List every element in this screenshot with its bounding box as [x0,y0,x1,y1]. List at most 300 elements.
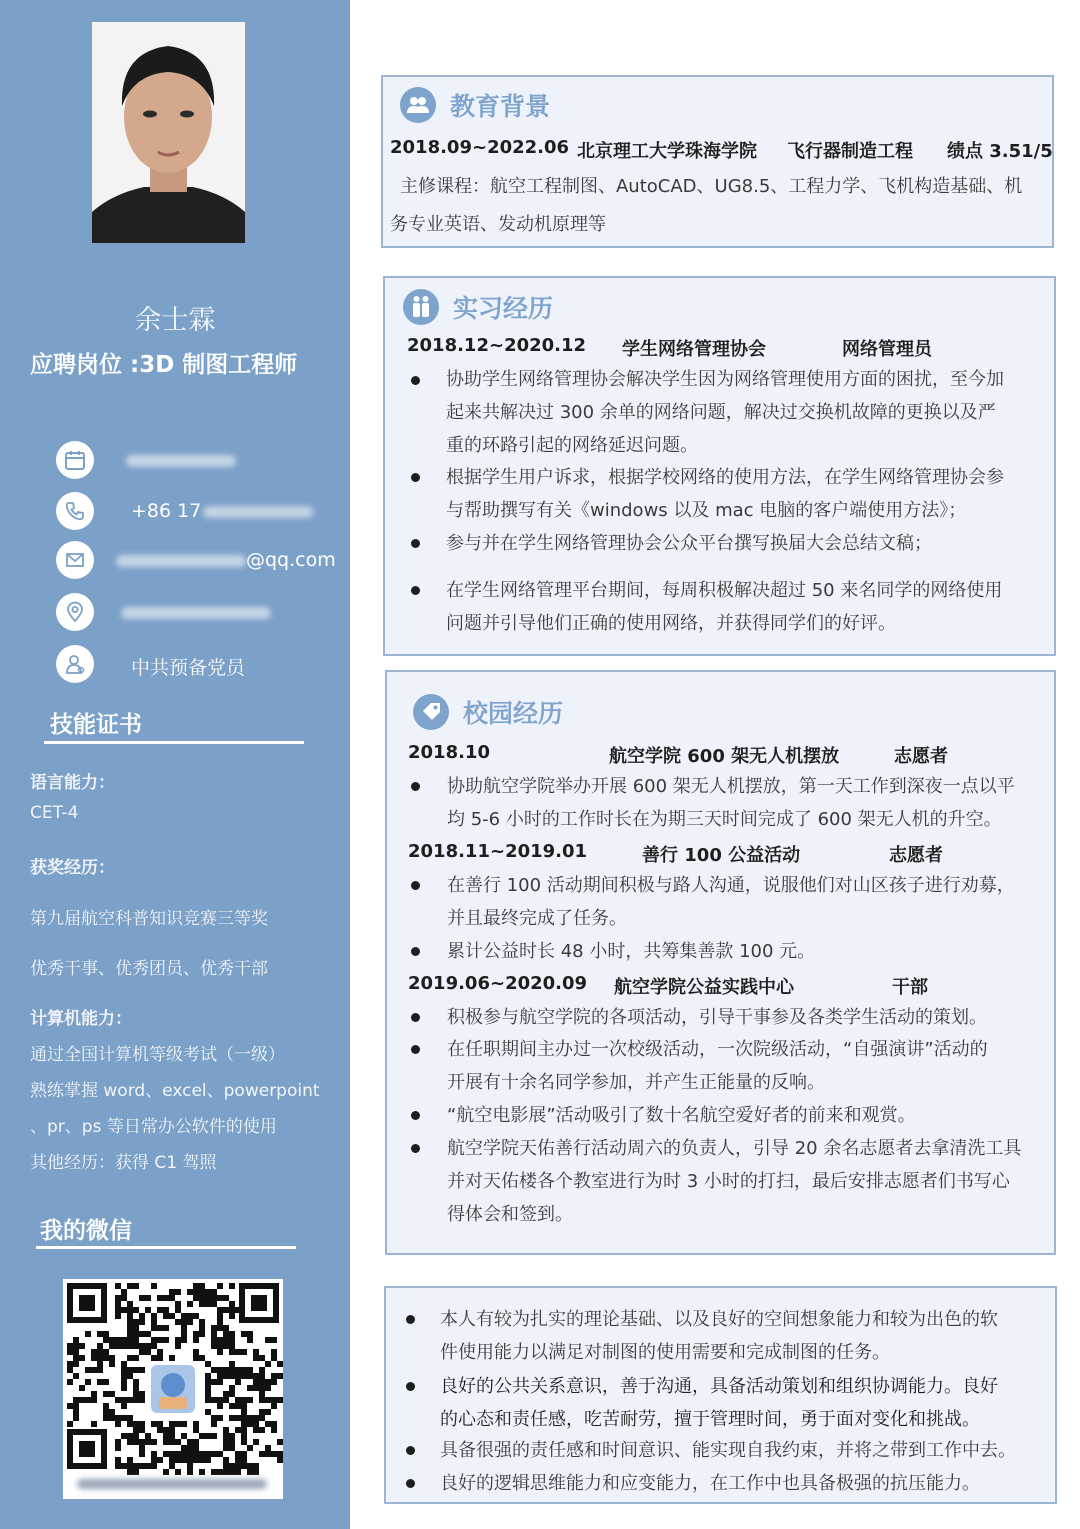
qr-module [127,1307,133,1313]
contact-phone [56,492,346,532]
qr-module [211,1325,217,1331]
qr-module [271,1451,277,1457]
qr-module [91,1397,97,1403]
education-period: 2018.09~2022.06 [390,137,570,158]
self-eval-text: 的心态和责任感，吃苦耐劳，擅于管理时间，勇于面对变化和挑战。 [440,1409,980,1430]
qr-module [139,1397,145,1403]
qr-module [133,1331,139,1337]
qr-module [163,1433,169,1439]
qr-module [175,1457,181,1463]
qr-module [175,1469,181,1475]
qr-module [205,1391,211,1397]
qr-module [205,1301,211,1307]
qr-module [127,1337,133,1343]
campus-bullet-text: 在任职期间主办过一次校级活动，一次院级活动，“自强演讲”活动的 [447,1039,988,1060]
qr-module [247,1463,253,1469]
qr-module [229,1463,235,1469]
qr-module [139,1313,145,1319]
computer-item: 、pr、ps 等日常办公软件的使用 [30,1117,277,1137]
profile-photo [92,22,245,243]
sidebar [0,0,350,1529]
campus-bullet-text: 开展有十余名同学参加，并产生正能量的反响。 [447,1072,825,1093]
campus-period: 2018.11~2019.01 [408,841,588,862]
qr-module [235,1403,241,1409]
qr-module [187,1469,193,1475]
email-suffix: @qq.com [246,549,336,571]
qr-module [121,1379,127,1385]
qr-module [217,1379,223,1385]
qr-module [133,1421,139,1427]
campus-org: 航空学院公益实践中心 [614,977,794,998]
internship-bullet-text: 起来共解决过 300 余单的网络问题，解决过交换机故障的更换以及严 [446,402,996,423]
qr-module [253,1373,259,1379]
qr-module [163,1337,169,1343]
qr-module [79,1343,85,1349]
qr-module [229,1469,235,1475]
qr-module [199,1469,205,1475]
qr-module [121,1397,127,1403]
computer-label: 计算机能力： [30,1009,132,1029]
qr-module [181,1325,187,1331]
wechat-divider [36,1246,296,1249]
qr-module [241,1463,247,1469]
qr-module [157,1421,163,1427]
qr-module [229,1331,235,1337]
qr-module [241,1349,247,1355]
qr-module [229,1385,235,1391]
qr-module [181,1319,187,1325]
qr-module [229,1313,235,1319]
qr-module [175,1307,181,1313]
qr-module [253,1439,259,1445]
qr-module [277,1451,283,1457]
qr-module [73,1349,79,1355]
qr-module [241,1439,247,1445]
qr-module [223,1427,229,1433]
qr-module [193,1427,199,1433]
qr-module [67,1403,73,1409]
other-experience: 其他经历：获得 C1 驾照 [30,1153,217,1173]
qr-module [205,1385,211,1391]
qr-module [127,1355,133,1361]
qr-module [139,1343,145,1349]
people-icon [403,289,439,325]
qr-module [217,1403,223,1409]
qr-module [151,1313,157,1319]
bullet [406,1479,415,1488]
qr-module [229,1307,235,1313]
qr-module [187,1289,193,1295]
qr-module [241,1409,247,1415]
qr-module [217,1397,223,1403]
qr-module [139,1439,145,1445]
qr-module [229,1283,235,1289]
qr-module [181,1421,187,1427]
qr-module [79,1355,85,1361]
qr-module [259,1409,265,1415]
qr-module [181,1433,187,1439]
campus-bullet-text: “航空电影展”活动吸引了数十名航空爱好者的前来和观赏。 [447,1105,916,1126]
qr-module [139,1367,145,1373]
qr-module [115,1283,121,1289]
qr-module [205,1289,211,1295]
qr-module [211,1433,217,1439]
qr-module [169,1439,175,1445]
qr-module [139,1331,145,1337]
qr-module [181,1457,187,1463]
qr-module [115,1343,121,1349]
qr-module [229,1433,235,1439]
qr-module [103,1349,109,1355]
qr-module [259,1451,265,1457]
qr-module [79,1397,85,1403]
qr-module [175,1319,181,1325]
qr-module [73,1409,79,1415]
qr-module [223,1337,229,1343]
qr-module [91,1367,97,1373]
qr-module [193,1457,199,1463]
qr-module [217,1337,223,1343]
internship-bullet-text: 在学生网络管理平台期间，每周积极解决超过 50 来名同学的网络使用 [446,580,1003,601]
qr-module [223,1307,229,1313]
qr-module [247,1445,253,1451]
qr-module [109,1409,115,1415]
bullet [411,473,420,482]
qr-module [175,1421,181,1427]
education-gpa: 绩点 3.51/5 [947,141,1053,162]
internship-bullet-text: 重的环路引起的网络延迟问题。 [446,435,698,456]
qr-module [217,1451,223,1457]
qr-module [265,1337,271,1343]
qr-module [193,1451,199,1457]
qr-module [169,1295,175,1301]
qr-module [259,1367,265,1373]
qr-module [109,1355,115,1361]
qr-module [199,1319,205,1325]
qr-module [115,1295,121,1301]
qr-module [85,1331,91,1337]
qr-module [205,1379,211,1385]
qr-module [151,1463,157,1469]
qr-module [109,1391,115,1397]
qr-module [271,1373,277,1379]
qr-module [145,1439,151,1445]
qr-module [241,1397,247,1403]
qr-module [271,1403,277,1409]
qr-module [139,1451,145,1457]
qr-module [235,1373,241,1379]
qr-module [133,1337,139,1343]
qr-module [223,1439,229,1445]
qr-module [235,1367,241,1373]
qr-module [265,1451,271,1457]
qr-module [193,1439,199,1445]
qr-module [247,1367,253,1373]
qr-module [253,1355,259,1361]
qr-module [217,1319,223,1325]
qr-module [97,1367,103,1373]
qr-module [97,1379,103,1385]
internship-bullet-text: 根据学生用户诉求，根据学校网络的使用方法，在学生网络管理协会参 [446,467,1004,488]
computer-item: 熟练掌握 word、excel、powerpoint [30,1081,320,1101]
qr-module [211,1343,217,1349]
qr-module [115,1397,121,1403]
internship-org: 学生网络管理协会 [622,339,766,360]
qr-module [145,1331,151,1337]
qr-module [211,1451,217,1457]
education-courses: 务专业英语、发动机原理等 [390,214,606,235]
internship-bullet-text: 与帮助撰写有关《windows 以及 mac 电脑的客户端使用方法》； [446,500,967,521]
tag-icon [413,694,449,730]
qr-module [241,1415,247,1421]
qr-module [253,1463,259,1469]
qr-module [151,1451,157,1457]
qr-module [103,1355,109,1361]
qr-module [217,1295,223,1301]
skills-title: 技能证书 [50,712,142,738]
qr-module [157,1427,163,1433]
qr-module [127,1463,133,1469]
qr-module [265,1361,271,1367]
redacted-location [121,607,271,619]
bullet [411,1045,420,1054]
qr-module [277,1373,283,1379]
qr-module [169,1427,175,1433]
qr-module [133,1391,139,1397]
qr-module [187,1439,193,1445]
qr-module [247,1331,253,1337]
qr-module [169,1463,175,1469]
qr-module [139,1295,145,1301]
qr-module [133,1439,139,1445]
qr-module [145,1463,151,1469]
self-eval-text: 良好的公共关系意识，善于沟通，具备活动策划和组织协调能力。良好 [440,1376,998,1397]
qr-module [253,1379,259,1385]
qr-module [133,1469,139,1475]
qr-module [205,1409,211,1415]
wechat-title: 我的微信 [40,1218,132,1244]
qr-module [217,1349,223,1355]
qr-module [217,1373,223,1379]
qr-module [259,1385,265,1391]
redacted-phone [203,506,313,518]
qr-module [235,1451,241,1457]
qr-module [97,1343,103,1349]
qr-module [187,1445,193,1451]
qr-module [121,1433,127,1439]
qr-module [115,1313,121,1319]
qr-module [169,1451,175,1457]
qr-module [259,1355,265,1361]
qr-module [163,1469,169,1475]
qr-module [271,1349,277,1355]
education-title: 教育背景 [450,92,551,121]
qr-module [151,1355,157,1361]
qr-module [205,1433,211,1439]
qr-module [73,1361,79,1367]
qr-module [127,1469,133,1475]
qr-module [103,1403,109,1409]
qr-module [211,1301,217,1307]
qr-module [205,1451,211,1457]
qr-module [193,1421,199,1427]
qr-module [121,1295,127,1301]
campus-bullet-text: 协助航空学院举办开展 600 架无人机摆放，第一天工作到深夜一点以平 [447,776,1015,797]
qr-module [115,1421,121,1427]
wechat-qr-code [63,1279,283,1499]
qr-module [223,1373,229,1379]
internship-role: 网络管理员 [842,339,932,360]
qr-module [115,1301,121,1307]
internship-title: 实习经历 [453,294,554,323]
qr-module [211,1415,217,1421]
qr-module [97,1349,103,1355]
qr-module [175,1451,181,1457]
qr-module [265,1421,271,1427]
bullet [411,539,420,548]
campus-title: 校园经历 [463,699,564,728]
qr-module [259,1391,265,1397]
education-school: 北京理工大学珠海学院 [577,141,757,162]
qr-module [175,1343,181,1349]
qr-module [127,1457,133,1463]
qr-module [103,1415,109,1421]
qr-module [127,1397,133,1403]
qr-module [259,1373,265,1379]
qr-module [67,1349,73,1355]
qr-module [193,1445,199,1451]
qr-module [139,1319,145,1325]
qr-module [145,1343,151,1349]
qr-module [133,1433,139,1439]
qr-module [103,1379,109,1385]
campus-bullet-text: 并对天佑楼各个教室进行为时 3 小时的打扫，最后安排志愿者们书写心 [447,1171,1010,1192]
qr-module [217,1367,223,1373]
qr-module [127,1343,133,1349]
qr-module [169,1457,175,1463]
person-icon [56,645,94,683]
education-major: 飞行器制造工程 [787,141,913,162]
qr-module [187,1451,193,1457]
qr-module [139,1349,145,1355]
qr-module [181,1445,187,1451]
qr-module [277,1361,283,1367]
qr-module [217,1313,223,1319]
education-courses: 主修课程：航空工程制图、AutoCAD、UG8.5、工程力学、飞机构造基础、机 [400,176,1023,197]
contact-party [56,645,346,685]
qr-module [151,1343,157,1349]
qr-module [121,1343,127,1349]
qr-module [67,1343,73,1349]
qr-module [211,1469,217,1475]
campus-org: 善行 100 公益活动 [642,845,801,866]
qr-module [163,1451,169,1457]
qr-module [199,1295,205,1301]
qr-module [175,1439,181,1445]
qr-module [229,1391,235,1397]
qr-module [139,1421,145,1427]
qr-module [265,1379,271,1385]
qr-module [253,1427,259,1433]
qr-module [271,1355,277,1361]
qr-module [67,1379,73,1385]
qr-module [199,1355,205,1361]
qr-module [151,1457,157,1463]
phone-prefix: +86 17 [131,500,202,522]
qr-module [121,1337,127,1343]
bullet [411,1111,420,1120]
campus-bullet-text: 在善行 100 活动期间积极与路人沟通，说服他们对山区孩子进行劝募， [447,875,1015,896]
qr-module [169,1289,175,1295]
qr-module [229,1301,235,1307]
qr-module [241,1433,247,1439]
qr-module [193,1355,199,1361]
qr-module [223,1343,229,1349]
qr-module [145,1433,151,1439]
qr-module [181,1337,187,1343]
phone-icon [56,492,94,530]
qr-module [235,1379,241,1385]
qr-module [211,1421,217,1427]
qr-module [139,1427,145,1433]
qr-module [127,1283,133,1289]
qr-module [217,1469,223,1475]
qr-module [67,1367,73,1373]
qr-module [115,1415,121,1421]
qr-module [205,1457,211,1463]
qr-module [241,1451,247,1457]
qr-module [133,1379,139,1385]
qr-module [223,1469,229,1475]
qr-module [67,1421,73,1427]
qr-module [229,1373,235,1379]
internship-bullet-text: 协助学生网络管理协会解决学生因为网络管理使用方面的困扰，至今加 [446,369,1004,390]
computer-item: 通过全国计算机等级考试（一级） [30,1045,285,1065]
campus-bullet-text: 积极参与航空学院的各项活动，引导干事参及各类学生活动的策划。 [447,1007,987,1028]
qr-module [223,1445,229,1451]
qr-module [193,1283,199,1289]
qr-module [187,1313,193,1319]
qr-module [157,1337,163,1343]
campus-role: 干部 [892,977,928,998]
qr-module [79,1385,85,1391]
qr-module [169,1355,175,1361]
qr-module [133,1463,139,1469]
qr-module [163,1325,169,1331]
qr-module [133,1343,139,1349]
qr-module [73,1403,79,1409]
qr-module [127,1415,133,1421]
campus-bullet-text: 航空学院天佑善行活动周六的负责人，引导 20 余名志愿者去拿清洗工具 [447,1138,1022,1159]
qr-module [217,1343,223,1349]
qr-module [229,1349,235,1355]
qr-module [235,1457,241,1463]
qr-module [157,1349,163,1355]
qr-module [121,1289,127,1295]
qr-module [217,1325,223,1331]
party-status: 中共预备党员 [131,657,246,679]
qr-module [211,1289,217,1295]
qr-module [157,1355,163,1361]
qr-module [277,1439,283,1445]
qr-module [229,1361,235,1367]
qr-module [253,1469,259,1475]
qr-module [253,1385,259,1391]
language-value: CET-4 [30,803,79,823]
location-icon [56,593,94,631]
redacted-birth [126,455,236,467]
campus-period: 2019.06~2020.09 [408,973,588,994]
